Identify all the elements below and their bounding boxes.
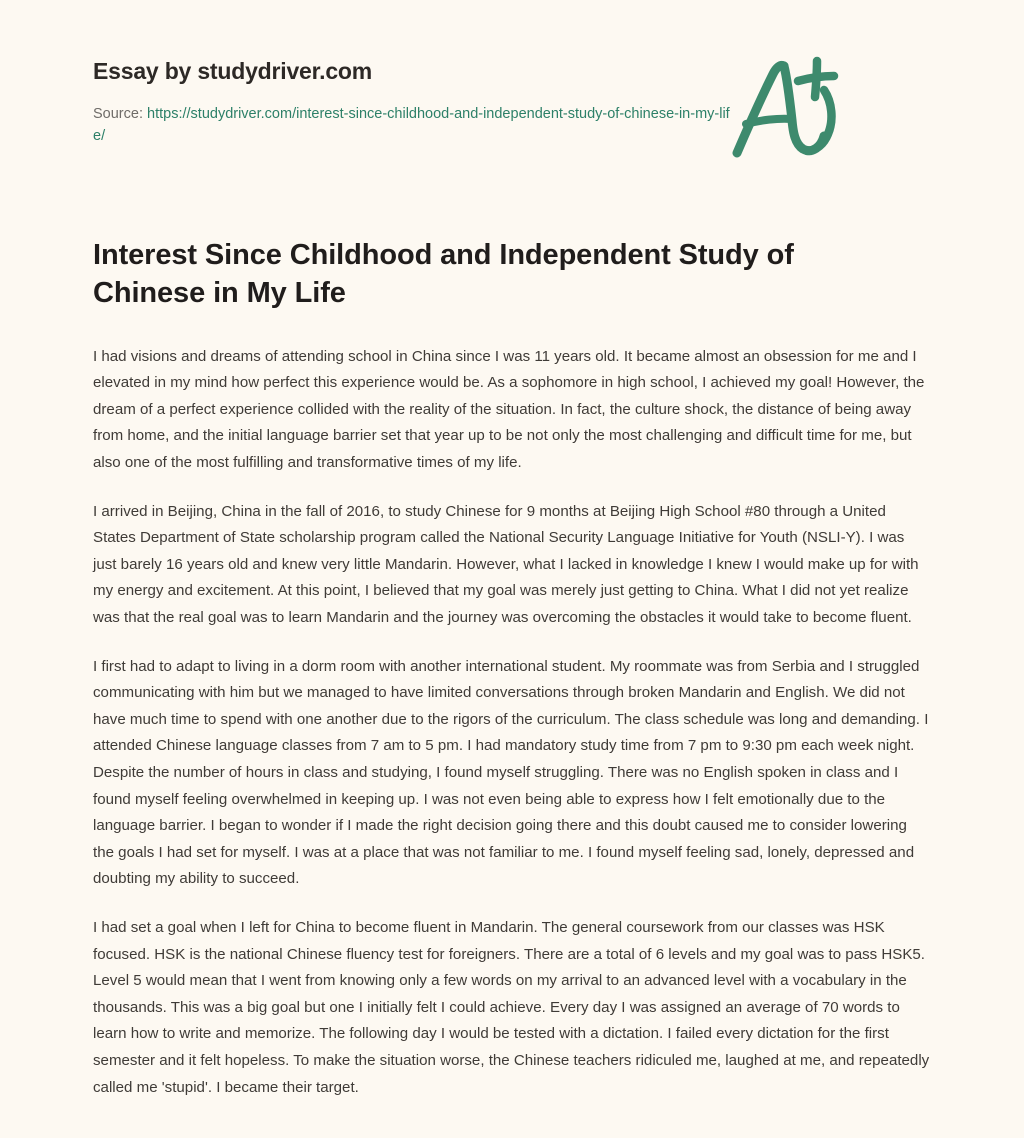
page-header: [93, 0, 931, 148]
essay-paragraph: I arrived in Beijing, China in the fall of 2016, to study Chinese for 9 months at Beijing High School #80 through a United States Department of State scholarship program called the National Security Language Initiative for Youth (NSLI-Y). I was just barely 16 years old and knew very little Mandarin. However, what I lacked in knowledge I knew I would make up for with my energy and excitement. At this point, I believed that my goal was merely just getting to China. What I did not yet realize was that the real goal was to learn Mandarin and the journey was overcoming the obstacles it would take to become fluent.: [93, 502, 919, 626]
page-title: Interest Since Childhood and Independent Study of Chinese in My Life: [93, 238, 794, 310]
essay-body: [93, 313, 931, 1101]
brand-title: Essay by studydriver.com: [93, 58, 373, 84]
source-label: Source:: [93, 105, 143, 122]
essay-paragraph: I had visions and dreams of attending school in China since I was 11 years old. It became almost an obsession for me and I elevated in my mind how perfect this experience would be. As a sophomore in high school, I achieved my goal! However, the dream of a perfect experience collided with the reality of the situation. In fact, the culture shock, the distance of being away from home, and the initial language barrier set that year up to be not only the most challenging and difficult time for me, but also one of the most fulfilling and transformative times of my life.: [93, 347, 925, 472]
essay-paragraph: I had set a goal when I left for China to become fluent in Mandarin. The general coursework from our classes was HSK focused. HSK is the national Chinese fluency test for foreigners. There are a total of 6 levels and my goal was to pass HSK5. Level 5 would mean that I went from knowing only a few words on my arrival to an advanced level with a vocabulary in the thousands. This was a big goal but one I initially felt I could achieve. Every day I was assigned an average of 70 words to learn how to write and memorize. The following day I would be tested with a dictation. I failed every dictation for the first semester and it felt hopeless. To make the situation worse, the Chinese teachers ridiculed me, laughed at me, and repeatedly called me 'stupid'. I became their target.: [93, 918, 930, 1096]
source-url-link[interactable]: https://studydriver.com/interest-since-childhood-and-independent-study-of-chinese-in-my-life/: [93, 105, 730, 145]
essay-paragraph: I first had to adapt to living in a dorm room with another international student. My roommate was from Serbia and I struggled communicating with him but we managed to have limited conversations through broken Mandarin and English. We did not have much time to spend with one another due to the rigors of the curriculum. The class schedule was long and demanding. I attended Chinese language classes from 7 am to 5 pm. I had mandatory study time from 7 pm to 9:30 pm each week night. Despite the number of hours in class and studying, I found myself struggling. There was no English spoken in class and I found myself feeling overwhelmed in keeping up. I was not even being able to express how I felt emotionally due to the language barrier. I began to wonder if I made the right decision going there and this doubt caused me to consider lowering the goals I had set for myself. I was at a place that was not familiar to me. I found myself feeling sad, lonely, depressed and doubting my ability to succeed.: [93, 657, 929, 888]
a-plus-logo-icon: [724, 52, 846, 164]
source-line: [93, 103, 733, 148]
